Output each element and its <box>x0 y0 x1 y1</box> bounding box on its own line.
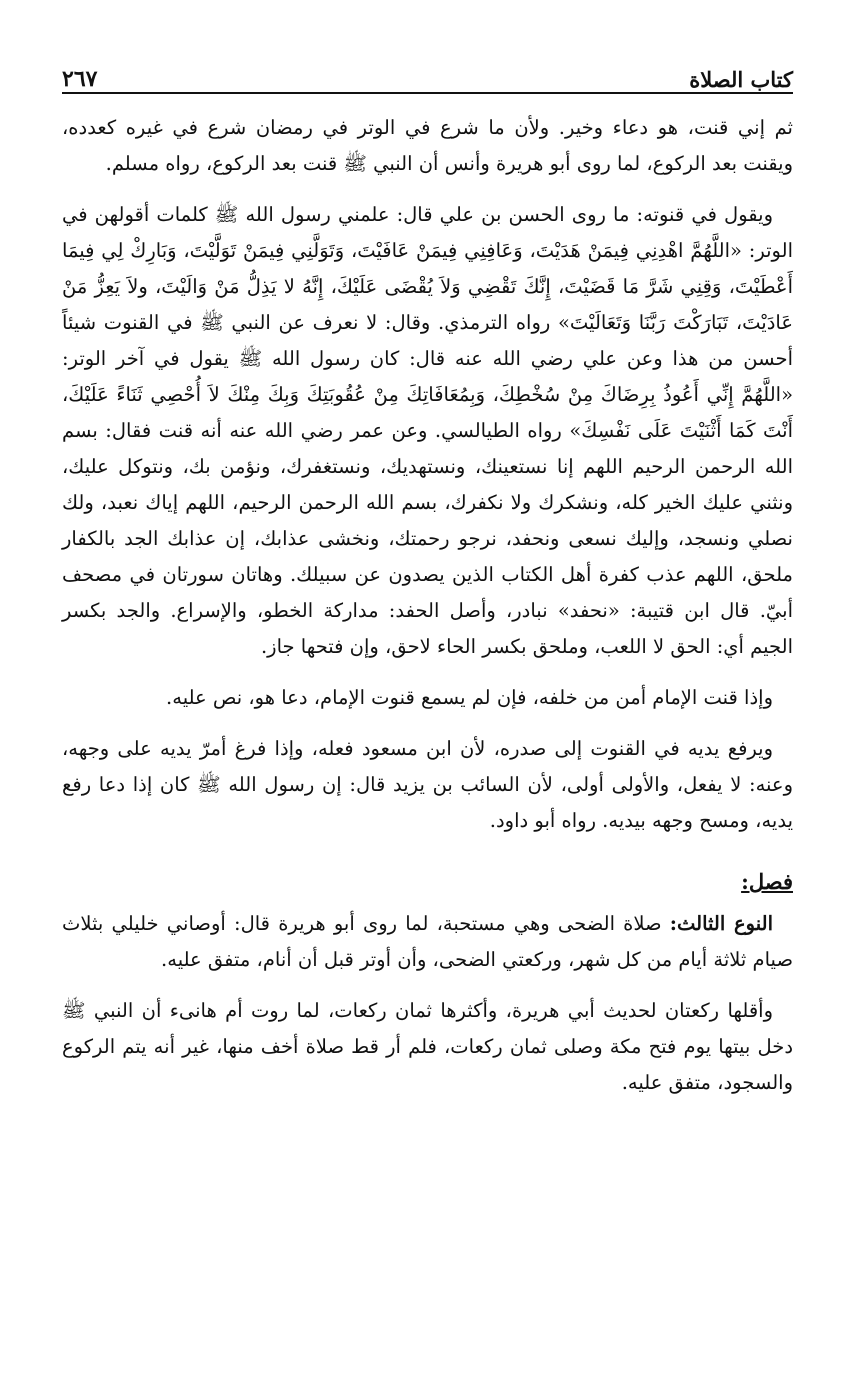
section-lead-paragraph <box>62 906 793 978</box>
section-heading: فصل: <box>741 869 793 894</box>
page-body <box>62 110 793 1101</box>
paragraph-4: ويرفع يديه في القنوت إلى صدره، لأن ابن مسعود فعله، وإذا فرغ أمرّ يديه على وجهه، وعنه: لا يفعل، والأولى أولى، لأن السائب بن يزيد قال: إن رسول الله ﷺ كان إذا دعا رفع يديه، ومسح وجهه بيديه. رواه أبو داود. <box>62 737 793 832</box>
paragraph-1: ثم إني قنت، هو دعاء وخير. ولأن ما شرع في الوتر في رمضان شرع في غيره كعدده، ويقنت بعد الركوع، لما روى أبو هريرة وأنس أن النبي ﷺ قنت بعد الركوع، رواه مسلم. <box>62 116 793 175</box>
paragraph-2: ويقول في قنوته: ما روى الحسن بن علي قال: علمني رسول الله ﷺ كلمات أقولهن في الوتر: «اللَّهُمَّ اهْدِنِي فِيمَنْ هَدَيْتَ، وَعَافِنِي فِيمَنْ عَافَيْتَ، وَتَوَلَّنِي فِيمَنْ تَوَلَّيْتَ، وَبَارِكْ لِي فِيمَا أَعْطَيْتَ، وَقِنِي شَرَّ مَا قَضَيْتَ، إِنَّكَ تَقْضِي وَلاَ يُقْضَى عَلَيْكَ، إِنَّهُ لا يَذِلُّ مَنْ وَالَيْتَ، ولاَ يَعِزُّ مَنْ عَادَيْتَ، تَبَارَكْتَ رَبَّنَا وَتَعَالَيْتَ» رواه الترمذي. وقال: لا نعرف عن النبي ﷺ في القنوت شيئاً أحسن من هذا وعن علي رضي الله عنه قال: كان رسول الله ﷺ يقول في آخر الوتر: «اللَّهُمَّ إِنِّي أَعُوذُ بِرِضَاكَ مِنْ سُخْطِكَ، وَبِمُعَافَاتِكَ مِنْ عُقُوبَتِكَ وَبِكَ مِنْكَ لاَ أُحْصِي ثَنَاءً عَلَيْكَ، أَنْتَ كَمَا أَثْنَيْتَ عَلَى نَفْسِكَ» رواه الطيالسي. وعن عمر رضي الله عنه أنه قنت فقال: بسم الله الرحمن الرحيم اللهم إنا نستعينك، ونستهديك، ونستغفرك، ونؤمن بك، ونتوكل عليك، ونثني عليك الخير كله، ونشكرك ولا نكفرك، بسم الله الرحمن الرحيم، اللهم إياك نعبد، ولك نصلي ونسجد، وإليك نسعى ونحفد، نرجو رحمتك، ونخشى عذابك، إن عذابك الجد بالكفار ملحق، اللهم عذب كفرة أهل الكتاب الذين يصدون عن سبيلك. وهاتان سورتان في مصحف أبيّ. قال ابن قتيبة: «نحفد» نبادر، وأصل الحفد: مداركة الخطو، والإسراع. والجد بكسر الجيم أي: الحق لا اللعب، وملحق بكسر الحاء لاحق، وإن فتحها جاز. <box>62 203 793 658</box>
section-lead-label: النوع الثالث: <box>669 912 773 935</box>
page-header <box>62 40 793 94</box>
chapter-title: كتاب الصلاة <box>689 67 793 92</box>
section-lead-text: صلاة الضحى وهي مستحبة، لما روى أبو هريرة قال: أوصاني خليلي بثلاث صيام ثلاثة أيام من كل شهر، وركعتي الضحى، وأن أوتر قبل أن أنام، متفق عليه. <box>62 912 793 971</box>
section-last-paragraph: وأقلها ركعتان لحديث أبي هريرة، وأكثرها ثمان ركعات، لما روت أم هانىء أن النبي ﷺ دخل بيتها يوم فتح مكة وصلى ثمان ركعات، فلم أر قط صلاة أخف منها، غير أنه يتم الركوع والسجود، متفق عليه. <box>62 999 793 1094</box>
page-number: ٢٦٧ <box>62 66 98 92</box>
book-page <box>62 40 793 1341</box>
paragraph-3: وإذا قنت الإمام أمن من خلفه، فإن لم يسمع قنوت الإمام، دعا هو، نص عليه. <box>166 686 773 709</box>
